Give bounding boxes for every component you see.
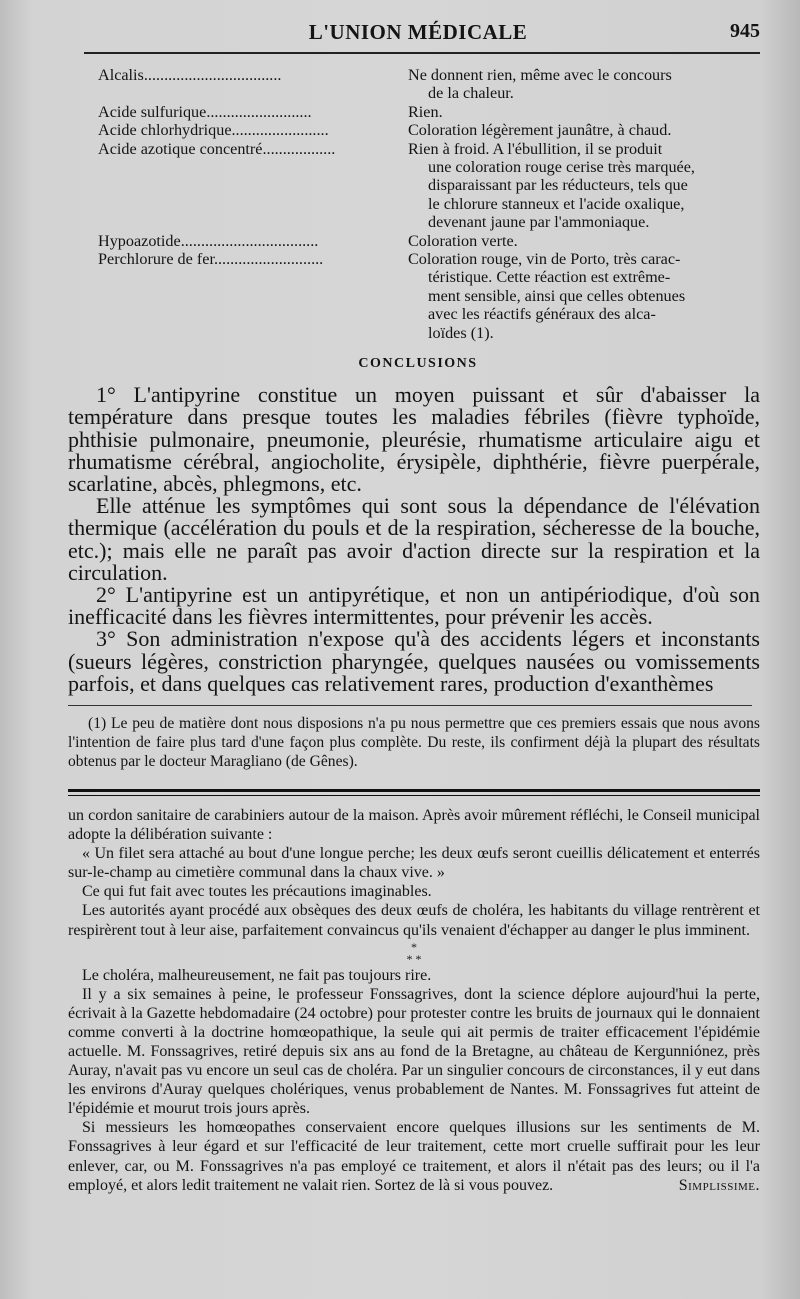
- section-heading: CONCLUSIONS: [358, 356, 478, 372]
- reagent-row: [76, 103, 760, 121]
- reagent-result: Rien à froid. A l'ébullition, il se produit une coloration rouge cerise très marquée, disparaissant par les réducteurs, tels que le chlorure stanneux et l'acide oxalique, devenant jaune par l'ammoniaque.: [408, 139, 695, 232]
- header-rule: [84, 52, 760, 54]
- page-number: 945: [730, 20, 760, 42]
- news-paragraph: Les autorités ayant procédé aux obsèques des deux œufs de choléra, les habitants du village rentrèrent et respirèrent tout à leur aise, parfaitement convaincus qu'ils venaient d'échapper au danger le plus imminent.: [68, 902, 760, 939]
- running-header: [76, 14, 760, 44]
- section-divider: [68, 789, 760, 796]
- news-paragraph: Ce qui fut fait avec toutes les précautions imaginables.: [82, 883, 432, 901]
- news-column: [68, 806, 760, 1195]
- news-paragraph: un cordon sanitaire de carabiniers autour de la maison. Après avoir mûrement réfléchi, le Conseil municipal adopte la délibération suivante :: [68, 806, 760, 844]
- reagent-result: Coloration légèrement jaunâtre, à chaud.: [408, 121, 672, 140]
- reagent-result: Rien.: [408, 102, 443, 121]
- conclusion-paragraph: 2° L'antipyrine est un antipyrétique, et non un antipériodique, d'où son inefficacité dans les fièvres intermittentes, pour prévenir les accès.: [68, 581, 760, 630]
- reagent-result: Coloration verte.: [408, 231, 518, 250]
- conclusion-paragraph: Elle atténue les symptômes qui sont sous la dépendance de l'élévation thermique (accélération du pouls et de la respiration, sécheresse de la bouche, etc.); mais elle ne paraît pas avoir d'action directe sur la respiration et la circulation.: [68, 493, 760, 585]
- footnote: [68, 714, 760, 771]
- conclusion-paragraph: 1° L'antipyrine constitue un moyen puissant et sûr d'abaisser la température dans presque toutes les maladies fébriles (fièvre typhoïde, phthisie pulmonaire, pneumonie, pleurésie, rhumatisme articulaire aigu et rhumatisme cérébral, angiocholite, érysipèle, diphthérie, fièvre puerpérale, scarlatine, abcès, phlegmons, etc.: [68, 382, 760, 496]
- reagent-name: Alcalis..................................: [98, 66, 282, 84]
- reagent-name: Acide azotique concentré..................: [98, 139, 336, 158]
- reagent-row: [76, 232, 760, 250]
- asterism: * * *: [406, 939, 422, 966]
- reagent-row: [76, 121, 760, 139]
- news-paragraph: « Un filet sera attaché au bout d'une longue perche; les deux œufs seront cueillis délicatement et enterrés sur-le-champ au cimetière communal dans la chaux vive. »: [68, 845, 760, 882]
- reagent-name: Perchlorure de fer...........................: [98, 250, 324, 269]
- reagent-name: Acide sulfurique..........................: [98, 102, 312, 121]
- news-paragraph: Il y a six semaines à peine, le professeur Fonssagrives, dont la science déplore aujourd'hui la perte, écrivait à la Gazette hebdomadaire (24 octobre) pour protester contre les bruits de journaux qui le donnaient comme converti à la doctrine homœopathique, la seule qui ait permis de traiter efficacement l'épidémie actuelle. M. Fonssagrives, retiré depuis six ans au fond de la Bretagne, au château de Kergunniónez, près Auray, n'avait pas vu encore un seul cas de choléra. Par un singulier concours de circonstances, il y eut dans les environs d'Auray quelques cholériques, venus probablement de Nantes. M. Fonssagrives fut atteint de l'épidémie et mourut trois jours après.: [68, 985, 760, 1118]
- signature: Simplissime.: [678, 1176, 760, 1194]
- news-paragraph: Si messieurs les homœopathes conservaient encore quelques illusions sur les sentiments de M. Fonssagrives à leur égard et sur l'efficacité de leur traitement, cette mort cruelle suffirait pour les leur enlever, car, ou M. Fonssagrives n'a pas employé ce traitement, et alors il n'était pas des leurs; ou il l'a employé, et alors ledit traitement ne valait rien. Sortez de là si vous pouvez. Simplissime.: [68, 1119, 760, 1194]
- reagent-name: Acide chlorhydrique........................: [98, 121, 329, 140]
- footnote-rule: [68, 705, 752, 706]
- reagent-table: [76, 66, 760, 342]
- conclusions-body: [68, 384, 760, 695]
- reagent-name: Hypoazotide..................................: [98, 231, 319, 250]
- footnote-text: (1) Le peu de matière dont nous disposions n'a pu nous permettre que ces premiers essais que nous avons l'intention de faire plus tard d'une façon plus complète. Du reste, ils confirment déjà la plupart des résultats obtenus par le docteur Maragliano (de Gênes).: [68, 714, 760, 770]
- reagent-row: [76, 66, 760, 103]
- journal-title: L'UNION MÉDICALE: [308, 20, 528, 44]
- reagent-result: Ne donnent rien, même avec le concours de la chaleur.: [408, 66, 672, 103]
- reagent-row: [76, 140, 760, 232]
- conclusion-paragraph: 3° Son administration n'expose qu'à des accidents légers et inconstants (sueurs légères, constriction pharyngée, quelques nausées ou vomissements parfois, et dans quelques cas relativement rares, production d'exanthèmes: [68, 626, 760, 696]
- news-paragraph: Le choléra, malheureusement, ne fait pas toujours rire.: [82, 966, 432, 984]
- reagent-result: Coloration rouge, vin de Porto, très carac- téristique. Cette réaction est extrême- ment sensible, ainsi que celles obtenues avec les réactifs généraux des alca- loïdes (1).: [408, 250, 686, 342]
- reagent-row: [76, 250, 760, 342]
